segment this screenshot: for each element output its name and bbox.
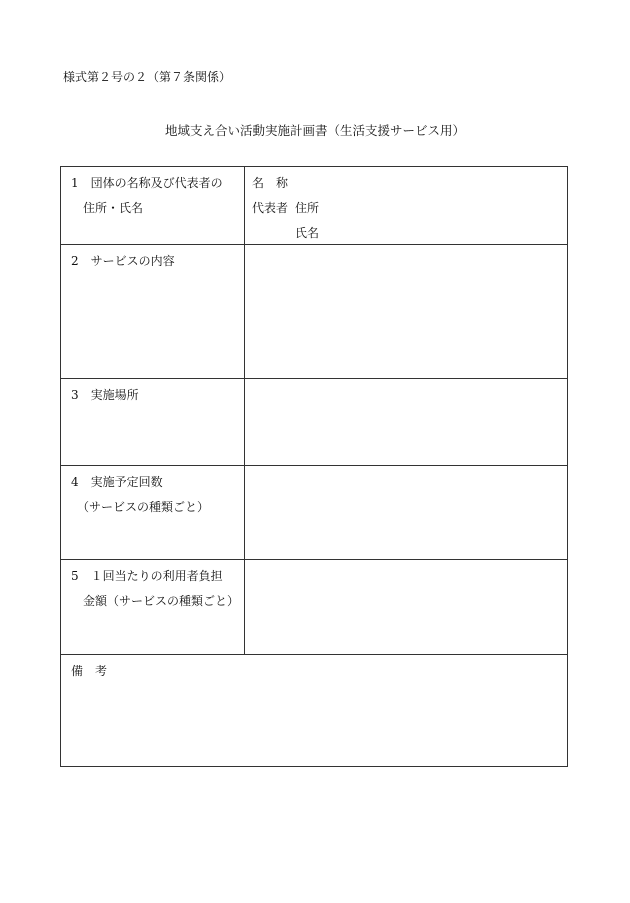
frequency-label-line2: （サービスの種類ごと）	[77, 500, 210, 514]
user-fee-label-line2: 金額（サービスの種類ごと）	[83, 594, 240, 608]
row-remarks	[61, 655, 568, 767]
service-content-value-cell[interactable]	[245, 245, 568, 379]
frequency-label-line1: 4 実施予定回数	[71, 475, 163, 489]
frequency-value-cell[interactable]	[245, 466, 568, 560]
location-label: 3 実施場所	[71, 388, 139, 402]
row-location	[61, 379, 568, 466]
row-user-fee	[61, 560, 568, 655]
organization-value-cell[interactable]	[245, 167, 568, 245]
location-label-cell	[61, 379, 245, 466]
service-content-label: 2 サービスの内容	[71, 254, 175, 268]
person-name-label: 氏名	[295, 226, 320, 240]
user-fee-value-cell[interactable]	[245, 560, 568, 655]
row-frequency	[61, 466, 568, 560]
frequency-label-cell	[61, 466, 245, 560]
org-name-label: 名 称	[252, 176, 289, 190]
organization-label-line2: 住所・氏名	[83, 201, 144, 215]
location-value-cell[interactable]	[245, 379, 568, 466]
organization-label-cell	[61, 167, 245, 245]
remarks-label: 備 考	[71, 664, 108, 678]
row-service-content	[61, 245, 568, 379]
service-content-label-cell	[61, 245, 245, 379]
address-label: 住所	[295, 201, 320, 215]
plan-table	[60, 166, 568, 767]
user-fee-label-cell	[61, 560, 245, 655]
remarks-cell[interactable]	[61, 655, 568, 767]
organization-label-line1: 1 団体の名称及び代表者の	[71, 176, 223, 190]
row-organization	[61, 167, 568, 245]
user-fee-label-line1: 5 １回当たりの利用者負担	[71, 569, 223, 583]
representative-label: 代表者	[252, 201, 289, 215]
form-number: 様式第２号の２（第７条関係）	[63, 70, 232, 84]
document-title: 地域支え合い活動実施計画書（生活支援サービス用）	[164, 123, 465, 138]
